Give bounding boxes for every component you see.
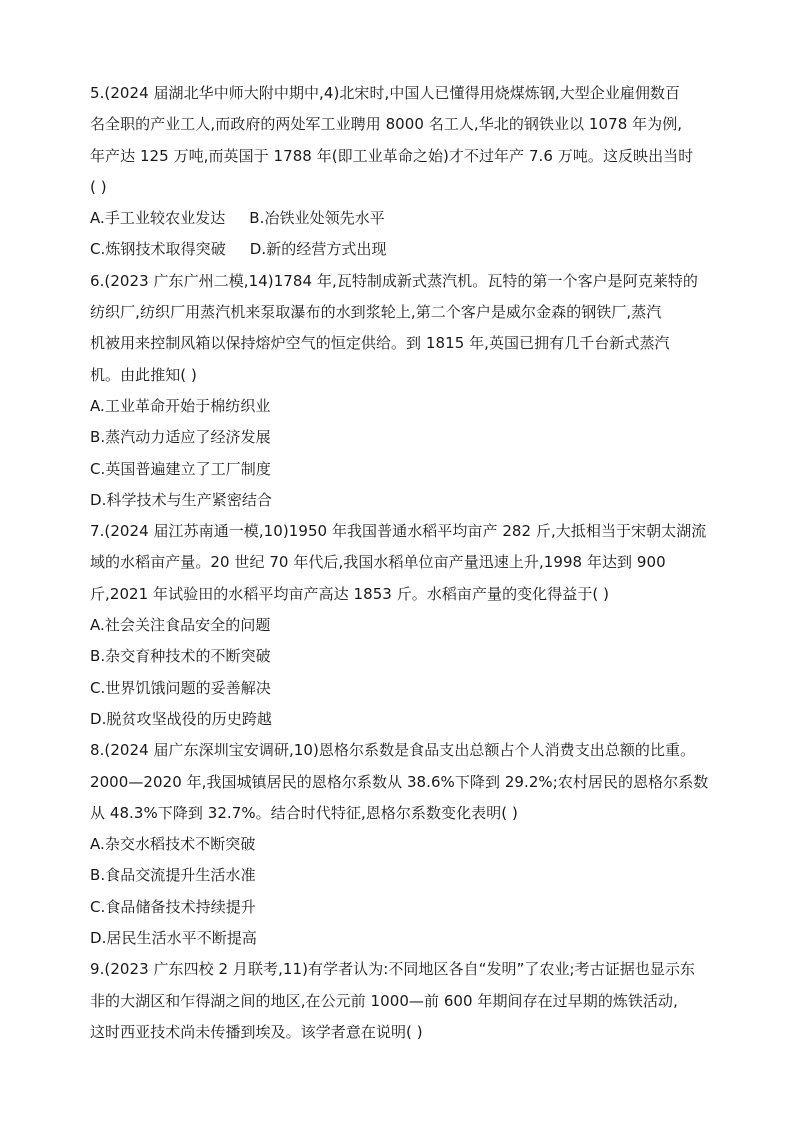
question-7-option-d: D.脱贫攻坚战役的历史跨越 bbox=[90, 709, 272, 728]
question-5-answer-blank: ( ) bbox=[90, 177, 107, 196]
question-7-stem-line-2: 域的水稻亩产量。20 世纪 70 年代后,我国水稻单位亩产量迅速上升,1998 年达到 900 bbox=[90, 553, 666, 572]
question-6-stem-line-4: 机。由此推知( ) bbox=[90, 365, 197, 384]
question-5-stem-line-2: 名全职的产业工人,而政府的两处军工业聘用 8000 名工人,华北的钢铁业以 1078 年为例, bbox=[90, 115, 683, 134]
question-5-stem-line-1: 5.(2024 届湖北华中师大附中期中,4)北宋时,中国人已懂得用烧煤炼钢,大型企业雇佣数百 bbox=[90, 84, 681, 102]
question-6-stem-line-2: 纺织厂,纺织厂用蒸汽机来泵取瀑布的水到浆轮上,第二个客户是威尔金森的钢铁厂,蒸汽 bbox=[90, 303, 662, 322]
question-7-option-a: A.社会关注食品安全的问题 bbox=[90, 616, 271, 635]
question-7-stem-line-1: 7.(2024 届江苏南通一模,10)1950 年我国普通水稻平均亩产 282 斤,大抵相当于宋朝太湖流 bbox=[90, 522, 707, 541]
question-8-option-a: A.杂交水稻技术不断突破 bbox=[90, 835, 256, 854]
question-7-option-c: C.世界饥饿问题的妥善解决 bbox=[90, 678, 271, 697]
question-page bbox=[90, 78, 716, 1048]
question-6 bbox=[90, 266, 716, 516]
question-8-stem-line-3: 从 48.3%下降到 32.7%。结合时代特征,恩格尔系数变化表明( ) bbox=[90, 803, 518, 822]
question-5-stem-line-3: 年产达 125 万吨,而英国于 1788 年(即工业革命之始)才不过年产 7.6 万吨。这反映出当时 bbox=[90, 146, 694, 165]
question-7-option-b: B.杂交育种技术的不断突破 bbox=[90, 647, 271, 666]
question-8-stem-line-2: 2000—2020 年,我国城镇居民的恩格尔系数从 38.6%下降到 29.2%;农村居民的恩格尔系数 bbox=[90, 772, 709, 791]
question-6-stem-line-3: 机被用来控制风箱以保持熔炉空气的恒定供给。到 1815 年,英国已拥有几千台新式蒸汽 bbox=[90, 334, 670, 353]
question-9-stem-line-3: 这时西亚技术尚未传播到埃及。该学者意在说明( ) bbox=[90, 1022, 423, 1041]
question-9 bbox=[90, 954, 716, 1048]
question-7 bbox=[90, 516, 716, 735]
question-5-options-row-1 bbox=[90, 203, 716, 234]
question-6-option-b: B.蒸汽动力适应了经济发展 bbox=[90, 428, 271, 447]
question-6-option-a: A.工业革命开始于棉纺织业 bbox=[90, 396, 271, 415]
question-5-option-b: B.冶铁业处领先水平 bbox=[249, 209, 385, 228]
question-8-option-c: C.食品储备技术持续提升 bbox=[90, 897, 256, 916]
question-6-stem-line-1: 6.(2023 广东广州二模,14)1784 年,瓦特制成新式蒸汽机。瓦特的第一个客户是阿克莱特的 bbox=[90, 271, 698, 290]
question-5-option-d: D.新的经营方式出现 bbox=[249, 240, 387, 259]
question-7-stem-line-3: 斤,2021 年试验田的水稻平均亩产高达 1853 斤。水稻亩产量的变化得益于( ) bbox=[90, 584, 609, 603]
question-8 bbox=[90, 735, 716, 954]
question-9-stem-line-1: 9.(2023 广东四校 2 月联考,11)有学者认为:不同地区各自“发明”了农业;考古证据也显示东 bbox=[90, 960, 696, 979]
question-8-stem-line-1: 8.(2024 届广东深圳宝安调研,10)恩格尔系数是食品支出总额占个人消费支出总额的比重。 bbox=[90, 741, 696, 760]
question-5-options-row-2 bbox=[90, 234, 716, 265]
question-8-option-d: D.居民生活水平不断提高 bbox=[90, 929, 257, 948]
question-5 bbox=[90, 78, 716, 266]
question-8-option-b: B.食品交流提升生活水准 bbox=[90, 866, 256, 885]
question-5-option-a: A.手工业较农业发达 bbox=[90, 209, 226, 228]
question-9-stem-line-2: 非的大湖区和乍得湖之间的地区,在公元前 1000—前 600 年期间存在过早期的炼铁活动, bbox=[90, 991, 678, 1010]
question-6-option-d: D.科学技术与生产紧密结合 bbox=[90, 490, 272, 509]
question-5-option-c: C.炼钢技术取得突破 bbox=[90, 240, 226, 259]
question-6-option-c: C.英国普遍建立了工厂制度 bbox=[90, 459, 271, 478]
